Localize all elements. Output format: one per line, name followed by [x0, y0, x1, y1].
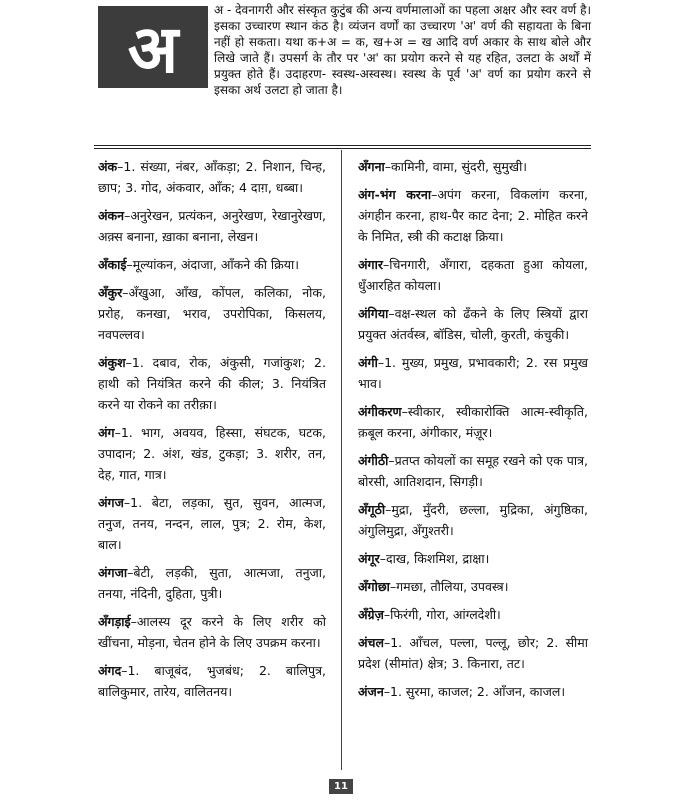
entry-definition: –अनुरेखन, प्रत्यंकन, अनुरेखण, रेखानुरेखण, अक़्स बनाना, ख़ाका बनाना, लेखन।	[98, 208, 326, 244]
entry-headword: अंगूर	[358, 551, 380, 566]
entry-definition: –फिरंगी, गोरा, आंग्लदेशी।	[383, 607, 501, 622]
dictionary-entry	[358, 156, 588, 177]
entry-definition: –मूल्यांकन, अंदाजा, आँकने की क्रिया।	[126, 257, 299, 272]
entry-headword: अंग-भंग करना	[358, 187, 432, 202]
dictionary-entry	[358, 254, 588, 296]
dictionary-entry	[98, 422, 326, 485]
dictionary-entry	[98, 282, 326, 345]
header-rule-bottom	[94, 148, 591, 149]
dictionary-entry	[98, 660, 326, 702]
page-number: 11	[329, 779, 353, 794]
entry-definition: –वक्ष-स्थल को ढँकने के लिए स्त्रियों द्वारा प्रयुक्त अंतर्वस्त्र, बॉडिस, चोली, कुरती, कंचुकी।	[358, 306, 588, 342]
intro-paragraph	[94, 2, 591, 98]
entry-headword: अँकाई	[98, 257, 127, 272]
dictionary-entry	[98, 492, 326, 555]
left-column	[98, 156, 326, 709]
entry-definition: –चिनगारी, अँगारा, दहकता हुआ कोयला, धुँआरहित कोयला।	[358, 257, 588, 293]
dictionary-entry	[358, 401, 588, 443]
entry-definition: –आलस्य दूर करने के लिए शरीर को खींचना, मोड़ना, चेतन होने के लिए उपक्रम करना।	[98, 614, 326, 650]
entry-definition: –अपंग करना, विकलांग करना, अंगहीन करना, हाथ-पैर काट देना; 2. मोहित करने के निमित, स्त्री की कटाक्ष क्रिया।	[358, 187, 589, 244]
entry-headword: अंक	[98, 159, 118, 174]
dictionary-entry	[98, 254, 326, 275]
entry-headword: अँकुर	[98, 285, 123, 300]
entry-headword: अंगीठी	[358, 453, 389, 468]
dictionary-entry	[358, 548, 588, 569]
entry-headword: अंगजा	[98, 565, 128, 580]
entry-definition: –अँखुआ, आँख, कोंपल, कलिका, नोक, प्ररोह, कनखा, भराव, उपरोपिका, किसलय, नवपल्लव।	[98, 285, 326, 342]
right-column	[358, 156, 588, 709]
entry-definition: –1. आँचल, पल्ला, पल्लू, छोर; 2. सीमा प्रदेश (सीमांत) क्षेत्र; 3. किनारा, तट।	[358, 635, 588, 671]
entry-headword: अँग्रेज़	[358, 607, 384, 622]
entry-headword: अंगद	[98, 663, 122, 678]
dictionary-entry	[358, 681, 588, 702]
entry-headword: अंचल	[358, 635, 384, 650]
entry-headword: अंगज	[98, 495, 124, 510]
entry-headword: अँगना	[358, 159, 385, 174]
dictionary-entry	[358, 499, 588, 541]
entry-definition: –दाख, किशमिश, द्राक्षा।	[379, 551, 490, 566]
entry-headword: अँगड़ाई	[98, 614, 131, 629]
dictionary-entry	[98, 352, 326, 415]
dictionary-entry	[98, 562, 326, 604]
dictionary-entry	[98, 156, 326, 198]
entry-headword: अँगूठी	[358, 502, 386, 517]
dictionary-entry	[358, 604, 588, 625]
entry-headword: अंगार	[358, 257, 383, 272]
entry-headword: अंग	[98, 425, 115, 440]
entry-definition: –स्वीकार, स्वीकारोक्ति आत्म-स्वीकृति, क़बूल करना, अंगीकार, मंज़ूर।	[358, 404, 588, 440]
entry-definition: –1. सुरमा, काजल; 2. आँजन, काजल।	[383, 684, 566, 699]
column-divider	[341, 150, 342, 770]
entry-headword: अंगीकरण	[358, 404, 402, 419]
entry-definition: –1. दबाव, रोक, अंकुसी, गजांकुश; 2. हाथी को नियंत्रित करने की कील; 3. नियंत्रित करने या रोकने का तरीक़ा।	[98, 355, 326, 412]
dictionary-entry	[358, 184, 588, 247]
entry-definition: –मुद्रा, मुँदरी, छल्ला, मुद्रिका, अंगुष्ठिका, अंगुलिमुद्रा, अँगुश्तरी।	[358, 502, 588, 538]
entry-definition: –1. संख्या, नंबर, आँकड़ा; 2. निशान, चिन्ह, छाप; 3. गोद, अंकवार, आँक; 4 दाग़, धब्बा।	[98, 159, 326, 195]
dictionary-entry	[358, 303, 588, 345]
entry-headword: अंकुश	[98, 355, 126, 370]
entry-headword: अंगी	[358, 355, 378, 370]
entry-headword: अँगोछा	[358, 579, 390, 594]
entry-definition: –गमछा, तौलिया, उपवस्त्र।	[389, 579, 509, 594]
entry-definition: –1. मुख्य, प्रमुख, प्रभावकारी; 2. रस प्रमुख भाव।	[358, 355, 588, 391]
dictionary-entry	[358, 450, 588, 492]
dictionary-entry	[358, 576, 588, 597]
dictionary-entry	[358, 352, 588, 394]
drop-cap-letter: अ	[98, 6, 208, 88]
dictionary-entry	[358, 632, 588, 674]
dictionary-entry	[98, 611, 326, 653]
entry-definition: –प्रतप्त कोयलों का समूह रखने को एक पात्र, बोरसी, आतिशदान, सिगड़ी।	[358, 453, 588, 489]
entry-headword: अंकन	[98, 208, 125, 223]
entry-headword: अंगिया	[358, 306, 389, 321]
intro-text: अ - देवनागरी और संस्कृत कुटुंब की अन्य वर्णमालाओं का पहला अक्षर और स्वर वर्ण है। इसका उच्चारण स्थान कंठ है। व्यंजन वर्णों का उच्चारण 'अ' वर्ण की सहायता के बिना नहीं हो सकता। यथा क+अ = क, ख+अ = ख आदि वर्ण अकार के साथ बोले और लिखे जाते हैं। उपसर्ग के तौर पर 'अ' का प्रयोग करने से यह रहित, उलटा के अर्थों में प्रयुक्त होते हैं। उदाहरण- स्वस्थ-अस्वस्थ। स्वस्थ के पूर्व 'अ' वर्ण का प्रयोग करने से इसका अर्थ उलटा हो जाता है।	[214, 3, 591, 97]
header-rule-top	[94, 145, 591, 146]
dictionary-entry	[98, 205, 326, 247]
entry-headword: अंजन	[358, 684, 384, 699]
entry-definition: –1. बाजूबंद, भुजबंध; 2. बालिपुत्र, बालिकुमार, तारेय, वालितनय।	[98, 663, 326, 699]
entry-definition: –1. बेटा, लड़का, सुत, सुवन, आत्मज, तनुज, तनय, नन्दन, लाल, पुत्र; 2. रोम, केश, बाल।	[98, 495, 326, 552]
entry-definition: –1. भाग, अवयव, हिस्सा, संघटक, घटक, उपादान; 2. अंश, खंड, टुकड़ा; 3. शरीर, तन, देह, गात, गात्र।	[98, 425, 326, 482]
entry-definition: –बेटी, लड़की, सुता, आत्मजा, तनुजा, तनया, नंदिनी, दुहिता, पुत्री।	[98, 565, 326, 601]
entry-definition: –कामिनी, वामा, सुंदरी, सुमुखी।	[384, 159, 528, 174]
